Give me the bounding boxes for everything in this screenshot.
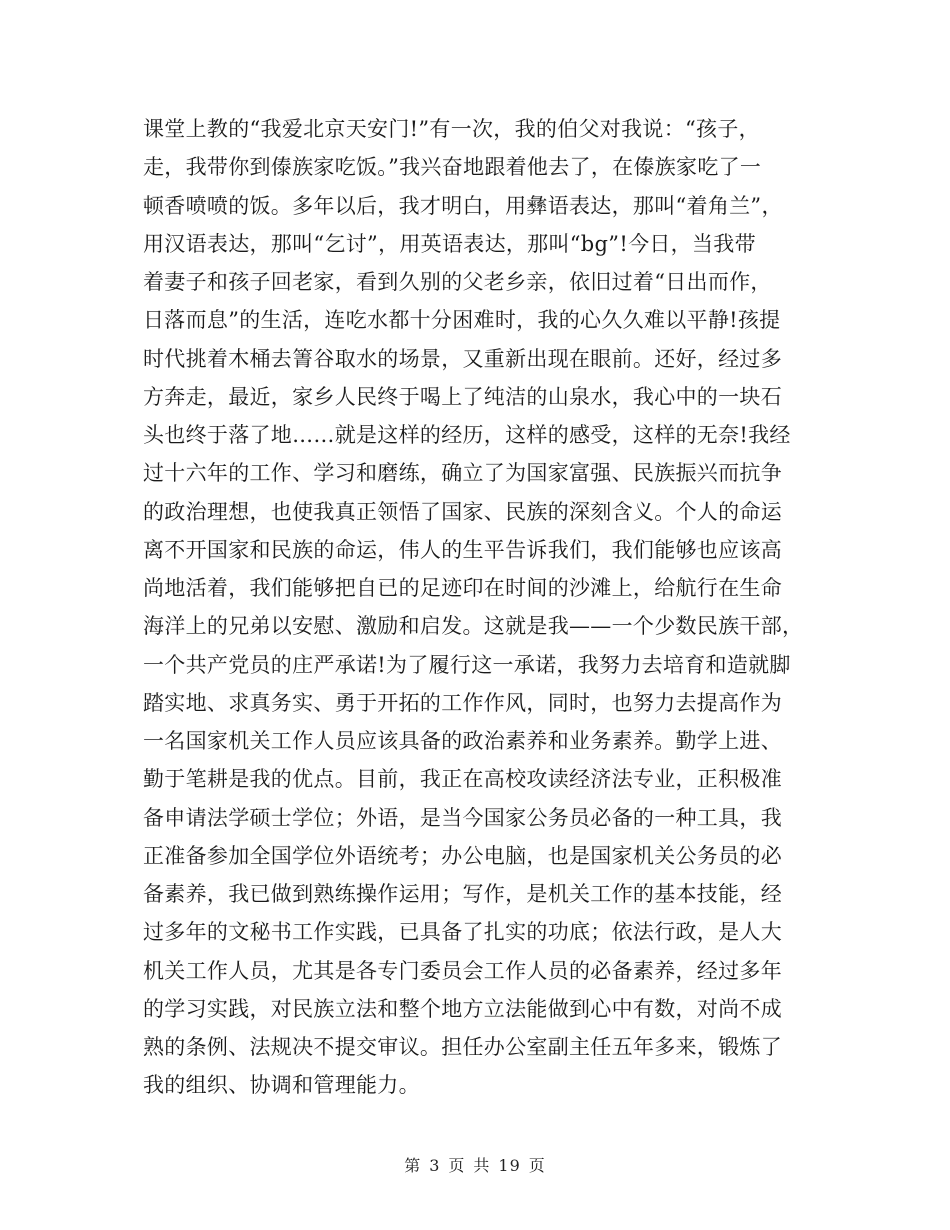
text-line: 踏实地、求真务实、勇于开拓的工作作风，同时，也努力去提高作为	[143, 690, 782, 715]
text-line: 头也终于落了地……就是这样的经历，这样的感受，这样的无奈!我经	[143, 423, 791, 447]
text-line: 用汉语表达，那叫“乞讨”，用英语表达，那叫“bg”!今日，当我带	[143, 231, 756, 256]
text-line: 熟的条例、法规决不提交审议。担任办公室副主任五年多来，锻炼了	[143, 1035, 782, 1059]
footer-total-word: 共	[473, 1156, 491, 1175]
text-line: 勤于笔耕是我的优点。目前，我正在高校攻读经济法专业，正积极准	[143, 767, 782, 792]
text-line: 我的组织、协调和管理能力。	[143, 1073, 420, 1098]
text-line: 备素养，我已做到熟练操作运用；写作，是机关工作的基本技能，经	[143, 882, 782, 906]
page-footer	[0, 1153, 950, 1176]
footer-current-page: 3	[429, 1156, 441, 1175]
footer-prefix: 第	[404, 1156, 422, 1175]
text-line: 一个共产党员的庄严承诺!为了履行这一承诺，我努力去培育和造就脚	[143, 652, 791, 677]
text-line: 方奔走，最近，家乡人民终于喝上了纯洁的山泉水，我心中的一块石	[143, 384, 782, 409]
footer-suffix: 页	[528, 1156, 546, 1175]
text-line: 离不开国家和民族的命运，伟人的生平告诉我们，我们能够也应该高	[143, 537, 782, 562]
text-line: 备申请法学硕士学位；外语，是当今国家公务员必备的一种工具，我	[143, 805, 782, 830]
text-line: 过十六年的工作、学习和磨练，确立了为国家富强、民族振兴而抗争	[143, 461, 782, 486]
text-line: 的学习实践，对民族立法和整个地方立法能做到心中有数，对尚不成	[143, 996, 782, 1021]
text-line: 时代挑着木桶去箐谷取水的场景，又重新出现在眼前。还好，经过多	[143, 346, 782, 371]
text-line: 走，我带你到傣族家吃饭。”我兴奋地跟着他去了，在傣族家吃了一	[143, 155, 762, 180]
footer-total-pages: 19	[498, 1156, 521, 1175]
text-line: 课堂上教的“我爱北京天安门!”有一次，我的伯父对我说：“孩子，	[143, 117, 760, 141]
text-line: 过多年的文秘书工作实践，已具备了扎实的功底；依法行政，是人大	[143, 920, 782, 945]
body-text	[143, 110, 813, 1105]
text-line: 的政治理想，也使我真正领悟了国家、民族的深刻含义。个人的命运	[143, 499, 782, 524]
text-line: 顿香喷喷的饭。多年以后，我才明白，用彝语表达，那叫“着角兰”，	[143, 193, 783, 218]
footer-page-word: 页	[448, 1156, 466, 1175]
text-line: 海洋上的兄弟以安慰、激励和启发。这就是我——一个少数民族干部，	[143, 614, 804, 639]
text-line: 一名国家机关工作人员应该具备的政治素养和业务素养。勤学上进、	[143, 729, 782, 753]
text-line: 尚地活着，我们能够把自已的足迹印在时间的沙滩上，给航行在生命	[143, 576, 782, 600]
text-line: 着妻子和孩子回老家，看到久别的父老乡亲，依旧过着“日出而作，	[143, 270, 772, 294]
text-line: 日落而息”的生活，连吃水都十分困难时，我的心久久难以平静!孩提	[143, 308, 781, 333]
text-line: 正准备参加全国学位外语统考；办公电脑，也是国家机关公务员的必	[143, 843, 782, 868]
text-line: 机关工作人员，尤其是各专门委员会工作人员的必备素养，经过多年	[143, 958, 782, 983]
